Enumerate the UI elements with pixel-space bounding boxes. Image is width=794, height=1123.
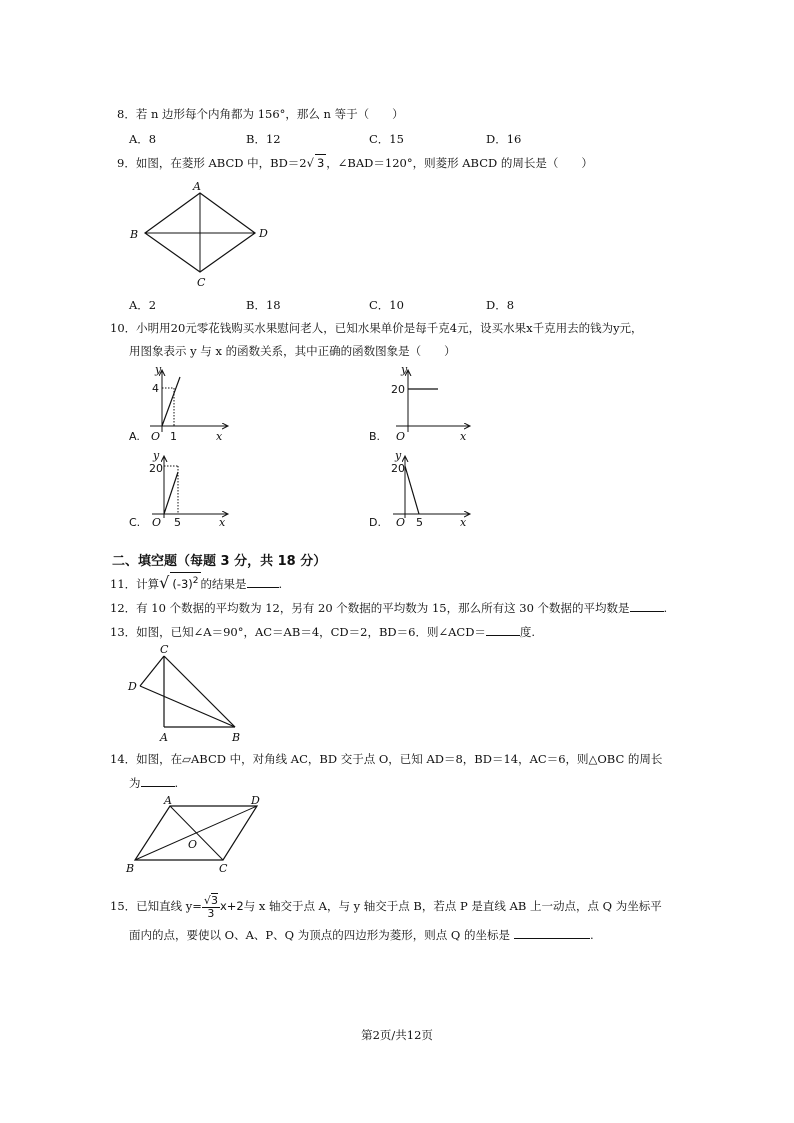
- svg-text:O: O: [396, 516, 406, 529]
- question-14-line-1: 14．如图，在▱ABCD 中，对角线 AC，BD 交于点 O，已知 AD＝8，BD＝14，AC＝6，则△OBC 的周长: [110, 752, 663, 766]
- graph-d-option: D.: [369, 516, 381, 529]
- svg-text:D: D: [128, 680, 137, 693]
- question-8-option-c: C．15: [369, 132, 404, 146]
- graph-b-option: B.: [369, 430, 381, 443]
- question-9-option-d: D．8: [486, 298, 515, 312]
- graph-c-option: C.: [129, 516, 141, 529]
- question-9-option-b: B．18: [246, 298, 281, 312]
- question-15-line-2: 面内的点，要使以 O、A、P、Q 为顶点的四边形为菱形，则点 Q 的坐标是 .: [129, 928, 594, 942]
- svg-text:O: O: [152, 516, 162, 529]
- svg-text:D: D: [251, 794, 260, 807]
- answer-blank: [514, 927, 590, 939]
- svg-text:O: O: [396, 430, 406, 443]
- svg-text:O: O: [188, 838, 198, 851]
- question-10-line-1: 10．小明用20元零花钱购买水果慰问老人，已知水果单价是每千克4元，设买水果x千克用去的钱为y元，: [110, 321, 643, 335]
- question-8-option-b: B．12: [246, 132, 281, 146]
- graph-a-option: A.: [129, 430, 140, 443]
- rhombus-label-a: A: [193, 180, 201, 193]
- svg-text:4: 4: [152, 382, 159, 395]
- question-8-text: 8．若 n 边形每个内角都为 156°，那么 n 等于（ ）: [117, 107, 404, 121]
- svg-text:5: 5: [416, 516, 423, 529]
- question-8-option-d: D．16: [486, 132, 522, 146]
- rhombus-label-c: C: [197, 276, 206, 289]
- question-13-text: 13．如图，已知∠A＝90°，AC＝AB＝4，CD＝2，BD＝6．则∠ACD＝ 度.: [110, 625, 536, 639]
- svg-text:x: x: [460, 430, 467, 443]
- question-9-text: 9．如图，在菱形 ABCD 中，BD＝2√ 3 ，∠BAD＝120°，则菱形 ABCD 的周长是（ ）: [117, 156, 593, 170]
- svg-text:A: A: [160, 731, 168, 744]
- svg-text:y: y: [155, 363, 162, 376]
- question-15-line-1: 15．已知直线 y= $\frac{√3}{3}$ x+2与 x 轴交于点 A，与 y 轴交于点 B，若点 P 是直线 AB 上一动点，点 Q 为坐标平: [110, 893, 662, 920]
- svg-text:y: y: [153, 449, 160, 462]
- svg-text:y: y: [401, 363, 408, 376]
- page-number: 第2页/共12页: [361, 1028, 433, 1042]
- svg-text:20: 20: [391, 383, 405, 396]
- svg-text:5: 5: [174, 516, 181, 529]
- rhombus-label-b: B: [130, 228, 139, 241]
- svg-text:x: x: [460, 516, 467, 529]
- question-10-line-2: 用图象表示 y 与 x 的函数关系，其中正确的函数图象是（ ）: [129, 344, 456, 358]
- svg-text:O: O: [151, 430, 161, 443]
- svg-text:B: B: [232, 731, 241, 744]
- svg-text:B: B: [126, 862, 135, 875]
- svg-text:A: A: [164, 794, 172, 807]
- sqrt-radicand: 3: [316, 156, 325, 170]
- svg-text:x: x: [216, 430, 223, 443]
- section-title-fill-in: 二、填空题（每题 3 分，共 18 分）: [112, 554, 327, 569]
- sqrt-radicand: $(-3)^2$: [170, 572, 200, 592]
- svg-text:C: C: [160, 643, 169, 656]
- svg-text:x: x: [219, 516, 226, 529]
- question-9-option-a: A．2: [129, 298, 157, 312]
- svg-text:1: 1: [170, 430, 177, 443]
- fraction-root3-over-3: $\frac{√3}{3}$: [203, 893, 218, 920]
- question-11-text: 11．计算√ $(-3)^2$ 的结果是 .: [110, 572, 283, 592]
- question-8-option-a: A．8: [129, 132, 157, 146]
- svg-text:C: C: [219, 862, 228, 875]
- svg-text:20: 20: [391, 462, 405, 475]
- rhombus-label-d: D: [259, 227, 268, 240]
- svg-text:20: 20: [149, 462, 163, 475]
- question-12-text: 12．有 10 个数据的平均数为 12，另有 20 个数据的平均数为 15，那么所有这 30 个数据的平均数是 .: [110, 601, 668, 615]
- question-14-line-2: 为 .: [129, 776, 179, 790]
- question-9-option-c: C．10: [369, 298, 404, 312]
- svg-text:y: y: [395, 449, 402, 462]
